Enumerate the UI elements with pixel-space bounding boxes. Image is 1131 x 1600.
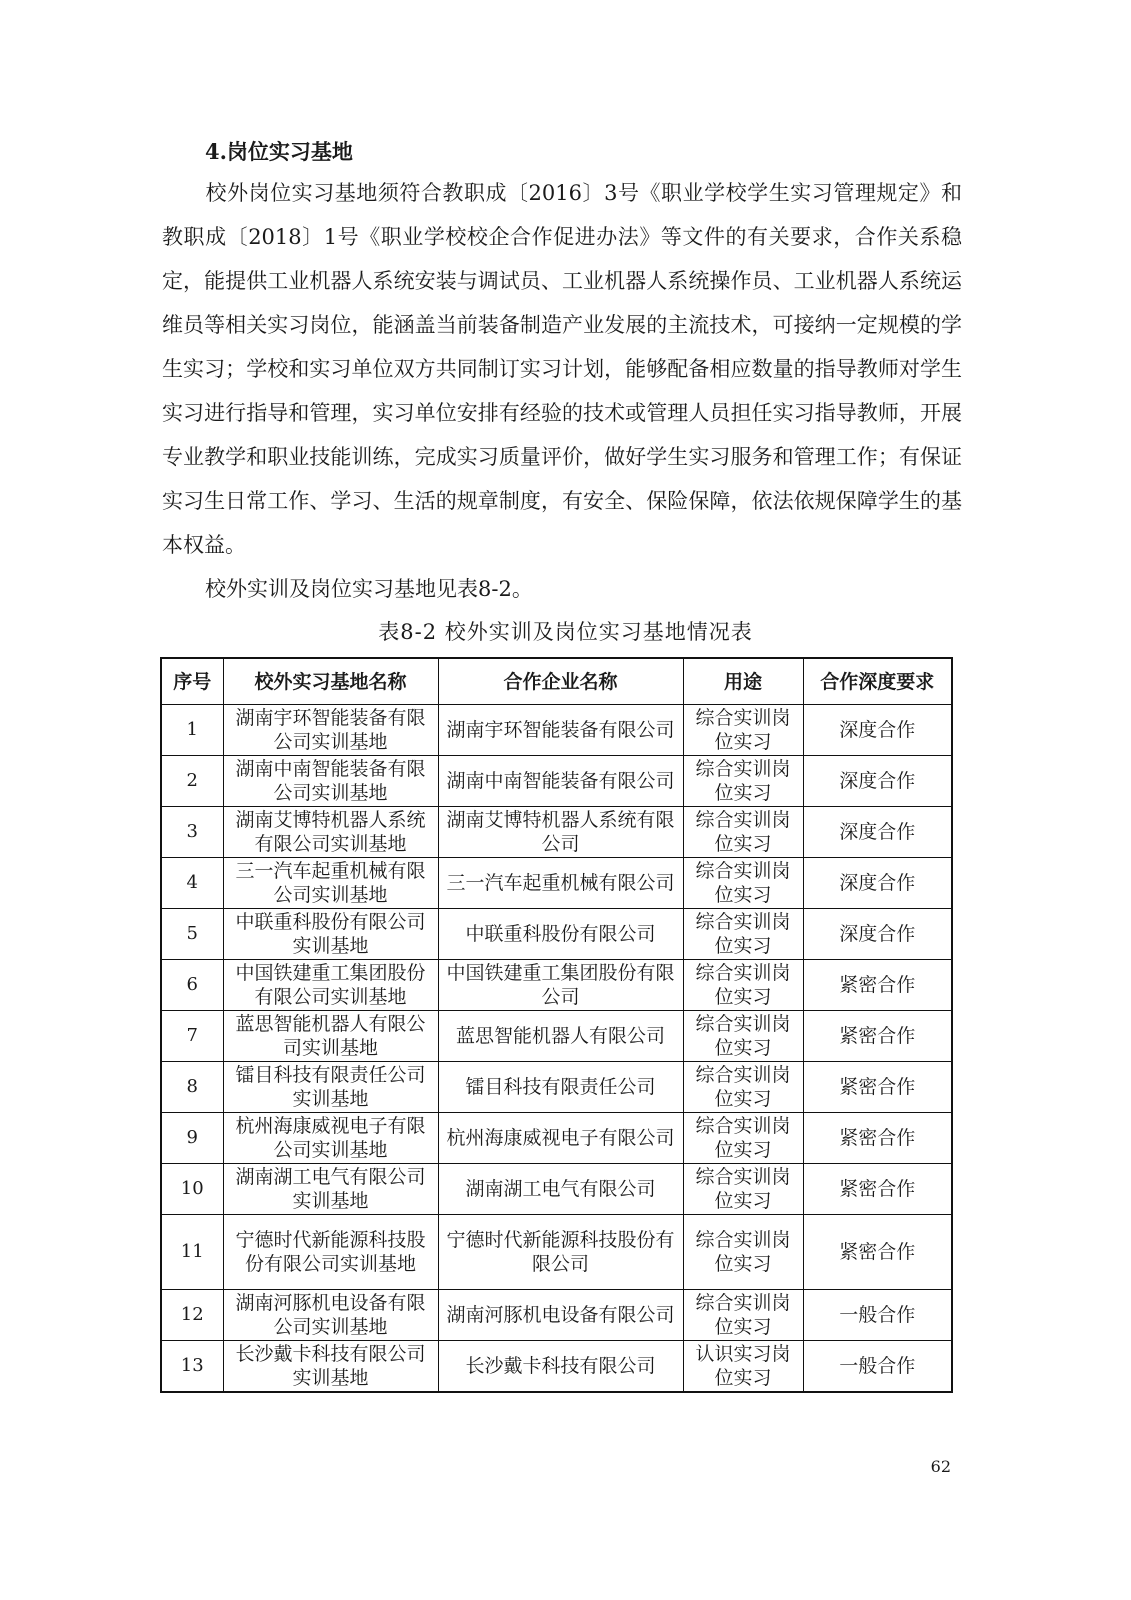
cell-use: 综合实训岗位实习 xyxy=(683,1215,803,1290)
cell-base-name: 湖南艾博特机器人系统有限公司实训基地 xyxy=(223,807,438,858)
table-row xyxy=(161,1062,952,1113)
cell-depth: 紧密合作 xyxy=(803,960,952,1011)
cell-use: 综合实训岗位实习 xyxy=(683,858,803,909)
training-base-table xyxy=(160,657,953,1393)
body-paragraph xyxy=(162,171,962,571)
cell-base-name: 三一汽车起重机械有限公司实训基地 xyxy=(223,858,438,909)
cell-depth: 紧密合作 xyxy=(803,1062,952,1113)
table-row xyxy=(161,960,952,1011)
cell-no: 9 xyxy=(161,1113,223,1164)
cell-no: 8 xyxy=(161,1062,223,1113)
cell-use: 综合实训岗位实习 xyxy=(683,1290,803,1341)
cell-base-name: 宁德时代新能源科技股份有限公司实训基地 xyxy=(223,1215,438,1290)
cell-no: 6 xyxy=(161,960,223,1011)
table-reference-paragraph xyxy=(162,567,962,611)
cell-use: 综合实训岗位实习 xyxy=(683,960,803,1011)
cell-depth: 深度合作 xyxy=(803,807,952,858)
table-row xyxy=(161,1215,952,1290)
cell-company-name: 蓝思智能机器人有限公司 xyxy=(438,1011,683,1062)
cell-company-name: 三一汽车起重机械有限公司 xyxy=(438,858,683,909)
cell-base-name: 中国铁建重工集团股份有限公司实训基地 xyxy=(223,960,438,1011)
page-number: 62 xyxy=(930,1457,951,1476)
table-row xyxy=(161,858,952,909)
cell-depth: 深度合作 xyxy=(803,858,952,909)
table-row xyxy=(161,705,952,756)
cell-use: 综合实训岗位实习 xyxy=(683,705,803,756)
cell-depth: 紧密合作 xyxy=(803,1215,952,1290)
cell-use: 综合实训岗位实习 xyxy=(683,807,803,858)
section-heading: 4.岗位实习基地 xyxy=(205,139,353,164)
cell-depth: 深度合作 xyxy=(803,909,952,960)
cell-company-name: 湖南湖工电气有限公司 xyxy=(438,1164,683,1215)
cell-no: 10 xyxy=(161,1164,223,1215)
cell-depth: 紧密合作 xyxy=(803,1113,952,1164)
cell-no: 4 xyxy=(161,858,223,909)
table-row xyxy=(161,1290,952,1341)
cell-no: 2 xyxy=(161,756,223,807)
cell-no: 3 xyxy=(161,807,223,858)
table-header-row xyxy=(161,658,952,705)
cell-base-name: 湖南湖工电气有限公司实训基地 xyxy=(223,1164,438,1215)
cell-company-name: 湖南河豚机电设备有限公司 xyxy=(438,1290,683,1341)
cell-company-name: 湖南中南智能装备有限公司 xyxy=(438,756,683,807)
cell-no: 1 xyxy=(161,705,223,756)
table-row xyxy=(161,1164,952,1215)
cell-company-name: 宁德时代新能源科技股份有限公司 xyxy=(438,1215,683,1290)
cell-company-name: 长沙戴卡科技有限公司 xyxy=(438,1341,683,1393)
cell-company-name: 湖南宇环智能装备有限公司 xyxy=(438,705,683,756)
cell-base-name: 蓝思智能机器人有限公司实训基地 xyxy=(223,1011,438,1062)
cell-no: 12 xyxy=(161,1290,223,1341)
column-header-use: 用途 xyxy=(683,658,803,705)
cell-use: 认识实习岗位实习 xyxy=(683,1341,803,1393)
body-paragraph-text: 校外岗位实习基地须符合教职成〔2016〕3号《职业学校学生实习管理规定》和教职成〔2018〕1号《职业学校校企合作促进办法》等文件的有关要求，合作关系稳定，能提供工业机器人系统安装与调试员、工业机器人系统操作员、工业机器人系统运维员等相关实习岗位，能涵盖当前装备制造产业发展的主流技术，可接纳一定规模的学生实习；学校和实习单位双方共同制订实习计划，能够配备相应数量的指导教师对学生实习进行指导和管理，实习单位安排有经验的技术或管理人员担任实习指导教师，开展专业教学和职业技能训练，完成实习质量评价，做好学生实习服务和管理工作；有保证实习生日常工作、学习、生活的规章制度，有安全、保险保障，依法依规保障学生的基本权益。 xyxy=(162,181,962,557)
cell-company-name: 中国铁建重工集团股份有限公司 xyxy=(438,960,683,1011)
cell-depth: 深度合作 xyxy=(803,756,952,807)
cell-base-name: 湖南河豚机电设备有限公司实训基地 xyxy=(223,1290,438,1341)
table-caption: 表8-2 校外实训及岗位实习基地情况表 xyxy=(378,620,753,644)
table-row xyxy=(161,756,952,807)
cell-depth: 深度合作 xyxy=(803,705,952,756)
cell-base-name: 镭目科技有限责任公司实训基地 xyxy=(223,1062,438,1113)
cell-no: 13 xyxy=(161,1341,223,1393)
cell-use: 综合实训岗位实习 xyxy=(683,1164,803,1215)
cell-company-name: 中联重科股份有限公司 xyxy=(438,909,683,960)
cell-base-name: 湖南宇环智能装备有限公司实训基地 xyxy=(223,705,438,756)
cell-base-name: 湖南中南智能装备有限公司实训基地 xyxy=(223,756,438,807)
column-header-no: 序号 xyxy=(161,658,223,705)
cell-no: 5 xyxy=(161,909,223,960)
cell-company-name: 镭目科技有限责任公司 xyxy=(438,1062,683,1113)
cell-no: 11 xyxy=(161,1215,223,1290)
cell-depth: 一般合作 xyxy=(803,1290,952,1341)
cell-use: 综合实训岗位实习 xyxy=(683,1011,803,1062)
table-row xyxy=(161,807,952,858)
cell-use: 综合实训岗位实习 xyxy=(683,1113,803,1164)
cell-base-name: 杭州海康威视电子有限公司实训基地 xyxy=(223,1113,438,1164)
cell-no: 7 xyxy=(161,1011,223,1062)
column-header-company: 合作企业名称 xyxy=(438,658,683,705)
table-row xyxy=(161,1113,952,1164)
column-header-depth: 合作深度要求 xyxy=(803,658,952,705)
cell-depth: 一般合作 xyxy=(803,1341,952,1393)
cell-use: 综合实训岗位实习 xyxy=(683,1062,803,1113)
cell-use: 综合实训岗位实习 xyxy=(683,909,803,960)
cell-depth: 紧密合作 xyxy=(803,1164,952,1215)
cell-depth: 紧密合作 xyxy=(803,1011,952,1062)
table-row xyxy=(161,909,952,960)
cell-base-name: 中联重科股份有限公司实训基地 xyxy=(223,909,438,960)
cell-company-name: 湖南艾博特机器人系统有限公司 xyxy=(438,807,683,858)
table-row xyxy=(161,1011,952,1062)
cell-company-name: 杭州海康威视电子有限公司 xyxy=(438,1113,683,1164)
table-reference-text: 校外实训及岗位实习基地见表8-2。 xyxy=(205,577,533,601)
cell-base-name: 长沙戴卡科技有限公司实训基地 xyxy=(223,1341,438,1393)
table-row xyxy=(161,1341,952,1393)
column-header-base: 校外实习基地名称 xyxy=(223,658,438,705)
cell-use: 综合实训岗位实习 xyxy=(683,756,803,807)
